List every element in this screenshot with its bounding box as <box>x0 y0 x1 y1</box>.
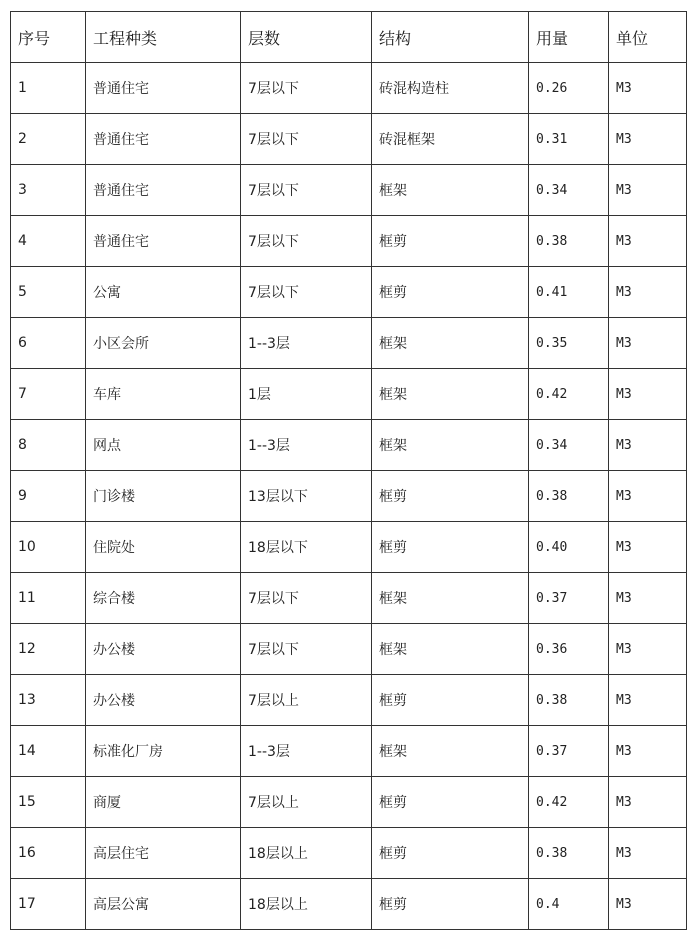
cell-serial-number: 7 <box>11 369 86 420</box>
table-row <box>11 63 687 114</box>
cell-serial-number: 9 <box>11 471 86 522</box>
table-row <box>11 522 687 573</box>
cell-usage: 0.37 <box>529 573 609 624</box>
cell-structure: 框剪 <box>372 216 529 267</box>
cell-structure: 砖混框架 <box>372 114 529 165</box>
cell-usage: 0.26 <box>529 63 609 114</box>
cell-unit: M3 <box>609 726 687 777</box>
table-row <box>11 420 687 471</box>
table-row <box>11 573 687 624</box>
cell-unit: M3 <box>609 114 687 165</box>
cell-usage: 0.34 <box>529 420 609 471</box>
cell-unit: M3 <box>609 522 687 573</box>
cell-serial-number: 8 <box>11 420 86 471</box>
cell-serial-number: 6 <box>11 318 86 369</box>
cell-floors: 7层以上 <box>241 777 372 828</box>
cell-usage: 0.34 <box>529 165 609 216</box>
cell-structure: 框剪 <box>372 675 529 726</box>
cell-serial-number: 2 <box>11 114 86 165</box>
cell-floors: 13层以下 <box>241 471 372 522</box>
cell-unit: M3 <box>609 63 687 114</box>
cell-usage: 0.42 <box>529 777 609 828</box>
cell-project-type: 普通住宅 <box>86 114 241 165</box>
header-structure: 结构 <box>372 12 529 63</box>
cell-structure: 框架 <box>372 420 529 471</box>
cell-project-type: 普通住宅 <box>86 63 241 114</box>
cell-structure: 框架 <box>372 726 529 777</box>
table-header-row <box>11 12 687 63</box>
table-row <box>11 267 687 318</box>
cell-serial-number: 11 <box>11 573 86 624</box>
cell-usage: 0.40 <box>529 522 609 573</box>
cell-unit: M3 <box>609 471 687 522</box>
table-row <box>11 624 687 675</box>
cell-usage: 0.38 <box>529 471 609 522</box>
cell-project-type: 商厦 <box>86 777 241 828</box>
cell-project-type: 普通住宅 <box>86 165 241 216</box>
cell-serial-number: 16 <box>11 828 86 879</box>
cell-usage: 0.41 <box>529 267 609 318</box>
table-row <box>11 318 687 369</box>
table-row <box>11 777 687 828</box>
cell-unit: M3 <box>609 318 687 369</box>
cell-unit: M3 <box>609 369 687 420</box>
cell-floors: 7层以下 <box>241 63 372 114</box>
cell-serial-number: 12 <box>11 624 86 675</box>
cell-floors: 7层以上 <box>241 675 372 726</box>
table-row <box>11 726 687 777</box>
cell-usage: 0.31 <box>529 114 609 165</box>
table-row <box>11 828 687 879</box>
cell-structure: 框架 <box>372 573 529 624</box>
cell-unit: M3 <box>609 828 687 879</box>
cell-structure: 框剪 <box>372 522 529 573</box>
cell-usage: 0.38 <box>529 675 609 726</box>
cell-structure: 框架 <box>372 624 529 675</box>
cell-project-type: 门诊楼 <box>86 471 241 522</box>
cell-serial-number: 10 <box>11 522 86 573</box>
cell-serial-number: 3 <box>11 165 86 216</box>
cell-floors: 18层以上 <box>241 828 372 879</box>
cell-structure: 框剪 <box>372 471 529 522</box>
cell-usage: 0.38 <box>529 216 609 267</box>
cell-structure: 框架 <box>372 369 529 420</box>
cell-usage: 0.4 <box>529 879 609 930</box>
cell-usage: 0.37 <box>529 726 609 777</box>
cell-project-type: 高层住宅 <box>86 828 241 879</box>
cell-serial-number: 15 <box>11 777 86 828</box>
cell-unit: M3 <box>609 777 687 828</box>
cell-structure: 框剪 <box>372 879 529 930</box>
table-row <box>11 471 687 522</box>
table-body <box>11 63 687 930</box>
cell-structure: 框架 <box>372 165 529 216</box>
cell-serial-number: 5 <box>11 267 86 318</box>
header-serial-number: 序号 <box>11 12 86 63</box>
cell-serial-number: 13 <box>11 675 86 726</box>
cell-structure: 框剪 <box>372 828 529 879</box>
cell-unit: M3 <box>609 267 687 318</box>
cell-project-type: 网点 <box>86 420 241 471</box>
cell-structure: 框架 <box>372 318 529 369</box>
cell-project-type: 普通住宅 <box>86 216 241 267</box>
cell-project-type: 标准化厂房 <box>86 726 241 777</box>
cell-structure: 砖混构造柱 <box>372 63 529 114</box>
cell-floors: 1--3层 <box>241 420 372 471</box>
cell-floors: 1层 <box>241 369 372 420</box>
cell-usage: 0.35 <box>529 318 609 369</box>
header-floors: 层数 <box>241 12 372 63</box>
cell-floors: 7层以下 <box>241 624 372 675</box>
cell-project-type: 办公楼 <box>86 624 241 675</box>
cell-floors: 1--3层 <box>241 726 372 777</box>
cell-unit: M3 <box>609 573 687 624</box>
cell-structure: 框剪 <box>372 777 529 828</box>
cell-unit: M3 <box>609 879 687 930</box>
table-row <box>11 165 687 216</box>
cell-serial-number: 14 <box>11 726 86 777</box>
header-project-type: 工程种类 <box>86 12 241 63</box>
cell-floors: 1--3层 <box>241 318 372 369</box>
cell-unit: M3 <box>609 420 687 471</box>
cell-unit: M3 <box>609 165 687 216</box>
table-row <box>11 114 687 165</box>
cell-floors: 18层以下 <box>241 522 372 573</box>
cell-floors: 7层以下 <box>241 216 372 267</box>
cell-structure: 框剪 <box>372 267 529 318</box>
cell-project-type: 车库 <box>86 369 241 420</box>
table-row <box>11 675 687 726</box>
cell-serial-number: 4 <box>11 216 86 267</box>
cell-project-type: 小区会所 <box>86 318 241 369</box>
cell-serial-number: 1 <box>11 63 86 114</box>
concrete-usage-table-container <box>10 11 687 930</box>
cell-floors: 7层以下 <box>241 573 372 624</box>
table-row <box>11 216 687 267</box>
cell-unit: M3 <box>609 675 687 726</box>
table-row <box>11 879 687 930</box>
cell-floors: 7层以下 <box>241 267 372 318</box>
cell-project-type: 住院处 <box>86 522 241 573</box>
cell-unit: M3 <box>609 216 687 267</box>
cell-floors: 7层以下 <box>241 165 372 216</box>
cell-unit: M3 <box>609 624 687 675</box>
cell-project-type: 综合楼 <box>86 573 241 624</box>
cell-floors: 18层以上 <box>241 879 372 930</box>
cell-usage: 0.36 <box>529 624 609 675</box>
cell-usage: 0.42 <box>529 369 609 420</box>
concrete-usage-table <box>10 11 687 930</box>
cell-project-type: 办公楼 <box>86 675 241 726</box>
cell-serial-number: 17 <box>11 879 86 930</box>
cell-floors: 7层以下 <box>241 114 372 165</box>
header-unit: 单位 <box>609 12 687 63</box>
table-row <box>11 369 687 420</box>
header-usage: 用量 <box>529 12 609 63</box>
cell-usage: 0.38 <box>529 828 609 879</box>
cell-project-type: 高层公寓 <box>86 879 241 930</box>
cell-project-type: 公寓 <box>86 267 241 318</box>
